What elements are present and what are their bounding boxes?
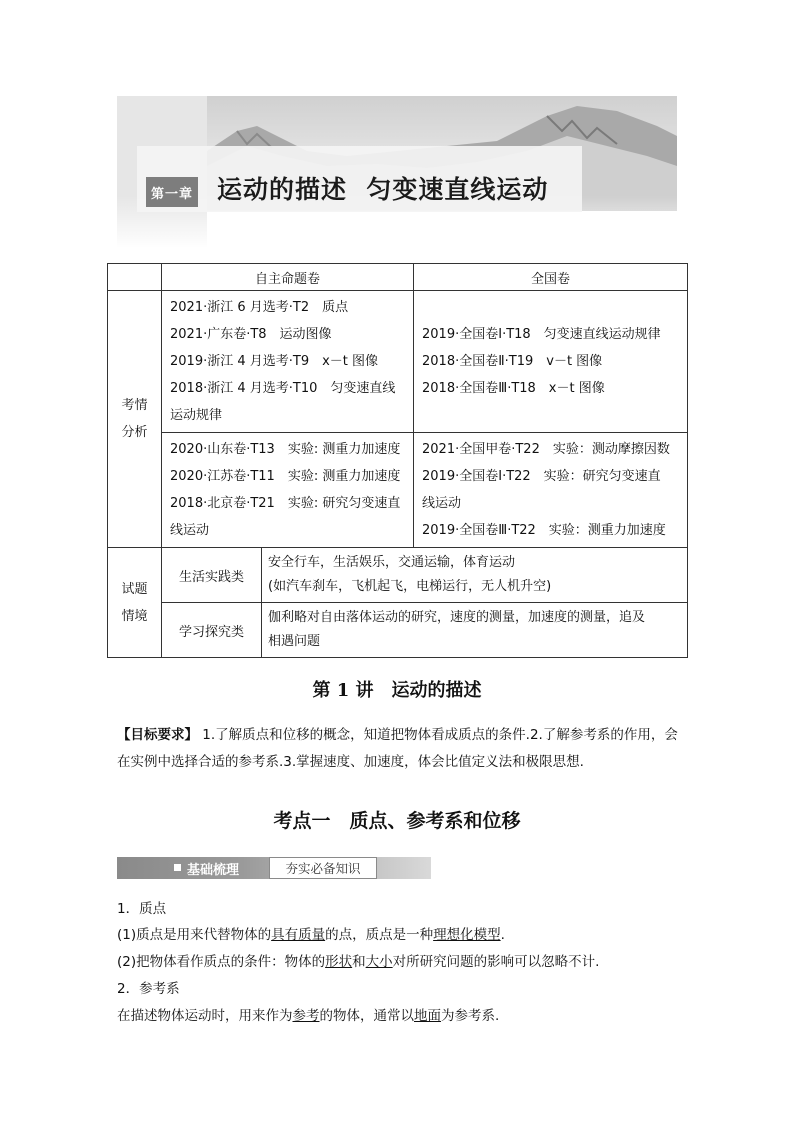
situation-line: 伽利略对自由落体运动的研究，速度的测量，加速度的测量，追及 <box>268 610 646 625</box>
list-item: 2021·浙江 6 月选考·T2 质点 <box>170 300 349 315</box>
text-run: 为参考系. <box>441 1008 500 1024</box>
list-item: 2019·浙江 4 月选考·T9 x－t 图像 <box>170 354 379 369</box>
column-header-provincial: 自主命题卷 <box>162 264 414 291</box>
section-sub-label: 夯实必备知识 <box>269 857 377 879</box>
list-item: 2021·广东卷·T8 运动图像 <box>170 327 332 342</box>
section-bar <box>117 857 431 879</box>
situation-line: (如汽车刹车，飞机起飞，电梯运行，无人机升空) <box>268 579 552 594</box>
situation-label-life: 生活实践类 <box>162 548 262 603</box>
analysis-national-block-2 <box>414 433 688 548</box>
table-corner-cell <box>108 264 162 291</box>
list-item: 运动规律 <box>170 408 223 423</box>
goals-text-line-1: 1.了解质点和位移的概念，知道把物体看成质点的条件.2.了解参考系的作用，会 <box>198 727 678 743</box>
learning-goals <box>117 722 682 776</box>
underlined-term: 大小 <box>365 954 393 970</box>
list-item: 2019·全国卷Ⅲ·T22 实验：测重力加速度 <box>422 523 666 538</box>
column-header-national: 全国卷 <box>414 264 688 291</box>
goals-label: 【目标要求】 <box>117 727 198 743</box>
analysis-national-block-1 <box>414 291 688 433</box>
section-label: 基础梳理 <box>187 863 240 878</box>
situation-line: 安全行车，生活娱乐，交通运输，体育运动 <box>268 555 516 570</box>
underlined-term: 地面 <box>414 1008 441 1024</box>
list-item: 2018·全国卷Ⅱ·T19 v－t 图像 <box>422 354 603 369</box>
paragraph-reference-frame <box>117 1003 499 1029</box>
text-run: 对所研究问题的影响可以忽略不计. <box>392 954 600 970</box>
situation-text-study <box>262 603 688 658</box>
list-item: 2018·北京卷·T21 实验: 研究匀变速直 <box>170 496 401 511</box>
point-title: 考点一 质点、参考系和位移 <box>273 810 521 832</box>
list-item: 2018·全国卷Ⅲ·T18 x－t 图像 <box>422 381 605 396</box>
text-run: 和 <box>352 954 366 970</box>
list-item: 2020·山东卷·T13 实验: 测重力加速度 <box>170 442 401 457</box>
list-item: 2020·江苏卷·T11 实验: 测重力加速度 <box>170 469 401 484</box>
underlined-term: 理想化模型 <box>433 927 501 943</box>
chapter-tag: 第一章 <box>146 177 198 207</box>
row-label-situation <box>108 548 162 658</box>
text-run: . <box>500 927 505 943</box>
situation-line: 相遇问题 <box>268 634 321 649</box>
paragraph-particle-1 <box>117 922 505 948</box>
list-item: 2018·浙江 4 月选考·T10 匀变速直线 <box>170 381 396 396</box>
text-run: 的点，质点是一种 <box>325 927 434 943</box>
analysis-provincial-block-1 <box>162 291 414 433</box>
square-icon <box>174 864 181 871</box>
underlined-term: 参考 <box>292 1008 320 1024</box>
list-item: 线运动 <box>422 496 462 511</box>
situation-label-study: 学习探究类 <box>162 603 262 658</box>
list-item: 2021·全国甲卷·T22 实验：测动摩擦因数 <box>422 442 670 457</box>
text-run: 在描述物体运动时，用来作为 <box>117 1008 293 1024</box>
list-item: 线运动 <box>170 523 210 538</box>
list-item: 2019·全国卷Ⅰ·T18 匀变速直线运动规律 <box>422 327 661 342</box>
row-label-situation-text: 试题 情境 <box>121 581 148 624</box>
text-run: 的物体，通常以 <box>319 1008 414 1024</box>
situation-text-life <box>262 548 688 603</box>
row-label-analysis-text: 考情 分析 <box>121 398 148 440</box>
text-run: (1)质点是用来代替物体的 <box>117 927 272 943</box>
exam-analysis-table <box>107 263 688 658</box>
underlined-term: 形状 <box>325 954 353 970</box>
underlined-term: 具有质量 <box>271 927 326 943</box>
analysis-provincial-block-2 <box>162 433 414 548</box>
chapter-title: 运动的描述 匀变速直线运动 <box>217 175 549 204</box>
heading-particle: 1．质点 <box>117 901 167 917</box>
heading-reference-frame: 2．参考系 <box>117 981 180 997</box>
goals-text-line-2: 在实例中选择合适的参考系.3.掌握速度、加速度，体会比值定义法和极限思想. <box>117 754 584 770</box>
lesson-title: 第 1 讲 运动的描述 <box>312 680 482 701</box>
list-item: 2019·全国卷Ⅰ·T22 实验：研究匀变速直 <box>422 469 661 484</box>
text-run: (2)把物体看作质点的条件：物体的 <box>117 954 326 970</box>
row-label-analysis <box>108 291 162 548</box>
paragraph-particle-2 <box>117 949 599 975</box>
